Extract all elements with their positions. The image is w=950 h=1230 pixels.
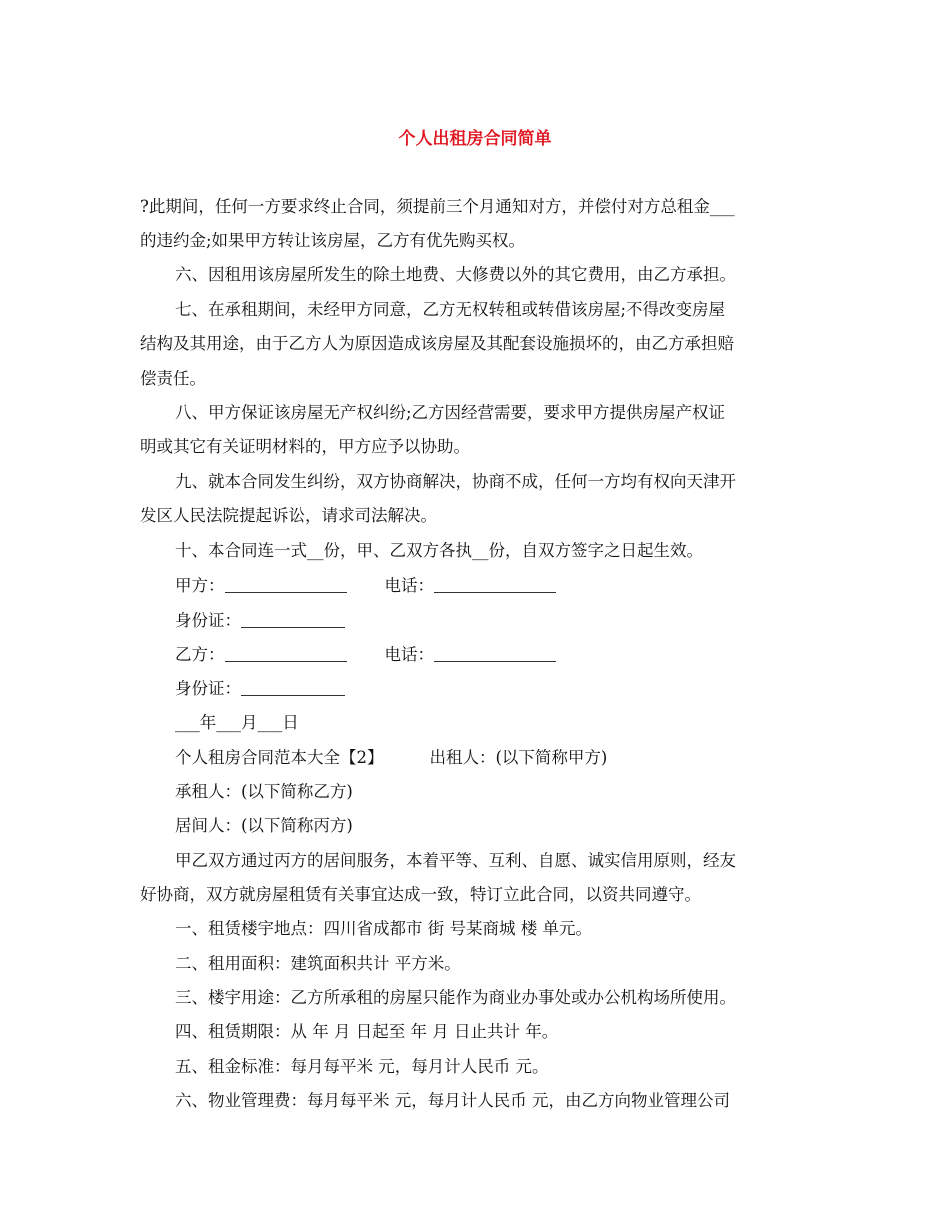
contract2-clause-4: 四、租赁期限：从 年 月 日起至 年 月 日止共计 年。 <box>175 1022 559 1041</box>
contract2-clause-5: 五、租金标准：每月每平米 元，每月计人民币 元。 <box>175 1057 549 1076</box>
phone-b-label: 电话： <box>384 645 434 664</box>
paragraph-termination-line-1: ?此期间，任何一方要求终止合同，须提前三个月通知对方，并偿付对方总租金___ <box>140 197 735 216</box>
clause-10-copies: 十、本合同连一式__份，甲、乙双方各执__份，自双方签字之日起生效。 <box>175 541 703 560</box>
party-b-blank <box>225 643 347 662</box>
lessor-label: 出租人：(以下简称甲方) <box>429 748 608 767</box>
signature-row-party-a <box>175 569 847 603</box>
clause-8-line-2: 明或其它有关证明材料的，甲方应予以协助。 <box>140 437 470 456</box>
broker-label: 居间人：(以下简称丙方) <box>175 816 353 835</box>
phone-a-blank <box>434 574 556 593</box>
document-title: 个人出租房合同简单 <box>398 129 552 149</box>
signature-row-id-a <box>175 604 847 638</box>
lessee-label: 承租人：(以下简称乙方) <box>175 782 353 801</box>
contract2-clause-1: 一、租赁楼宇地点：四川省成都市 街 号某商城 楼 单元。 <box>175 919 592 938</box>
contract2-clause-3: 三、楼宇用途：乙方所承租的房屋只能作为商业办事处或办公机构场所使用。 <box>175 988 736 1007</box>
signature-row-id-b <box>175 672 847 706</box>
clause-7-line-2: 结构及其用途，由于乙方人为原因造成该房屋及其配套设施损坏的，由乙方承担赔 <box>140 334 734 353</box>
contract2-intro-line-2: 好协商，双方就房屋租赁有关事宜达成一致，特订立此合同，以资共同遵守。 <box>140 885 701 904</box>
clause-6-other-fees: 六、因租用该房屋所发生的除土地费、大修费以外的其它费用，由乙方承担。 <box>175 265 736 284</box>
signature-date: ___年___月___日 <box>175 713 299 732</box>
clause-9-line-2: 发区人民法院提起诉讼，请求司法解决。 <box>140 506 437 525</box>
contract2-heading-row <box>175 741 847 775</box>
id-b-label: 身份证： <box>175 679 241 698</box>
id-b-blank <box>241 677 345 696</box>
id-a-label: 身份证： <box>175 611 241 630</box>
paragraph-termination-line-2: 的违约金;如果甲方转让该房屋，乙方有优先购买权。 <box>140 231 526 250</box>
id-a-blank <box>241 609 345 628</box>
contract2-intro-line-1: 甲乙双方通过丙方的居间服务，本着平等、互利、自愿、诚实信用原则，经友 <box>175 851 736 870</box>
party-a-label: 甲方： <box>175 576 225 595</box>
signature-row-party-b <box>175 638 847 672</box>
contract2-heading: 个人租房合同范本大全【2】 <box>175 748 384 767</box>
party-b-label: 乙方： <box>175 645 225 664</box>
clause-7-line-1: 七、在承租期间，未经甲方同意，乙方无权转租或转借该房屋;不得改变房屋 <box>175 300 726 319</box>
contract2-clause-6: 六、物业管理费：每月每平米 元，每月计人民币 元，由乙方向物业管理公司 <box>175 1091 730 1110</box>
phone-b-blank <box>434 643 556 662</box>
clause-9-line-1: 九、就本合同发生纠纷，双方协商解决，协商不成，任何一方均有权向天津开 <box>175 472 736 491</box>
phone-a-label: 电话： <box>384 576 434 595</box>
clause-8-line-1: 八、甲方保证该房屋无产权纠纷;乙方因经营需要，要求甲方提供房屋产权证 <box>175 403 726 422</box>
contract2-clause-2: 二、租用面积：建筑面积共计 平方米。 <box>175 954 461 973</box>
party-a-blank <box>225 574 347 593</box>
clause-7-line-3: 偿责任。 <box>140 369 206 388</box>
